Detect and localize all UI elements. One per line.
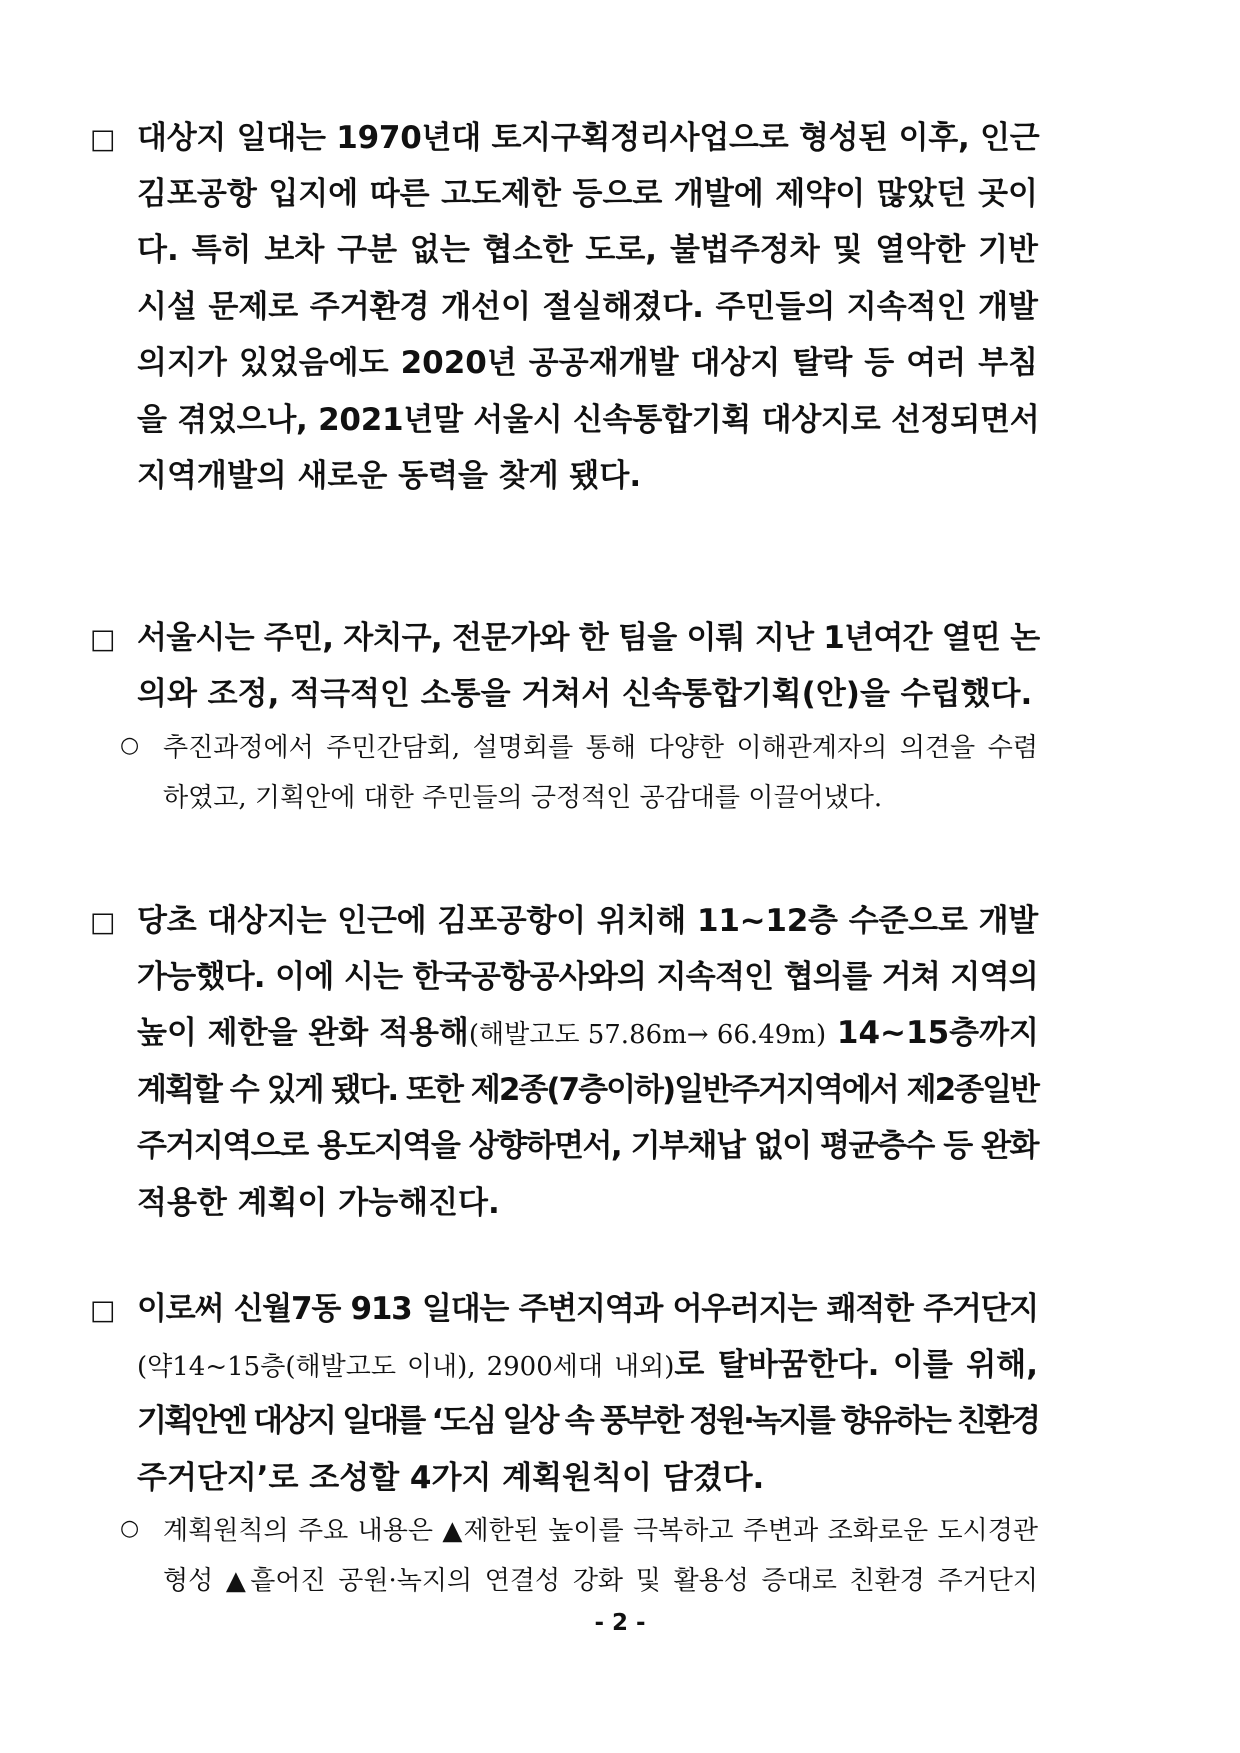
paragraph-3-line-4: 계획할 수 있게 됐다. 또한 제2종(7층이하)일반주거지역에서 제2종일반 [137,1072,1038,1108]
paragraph-3-line-3-text: 높이 제한을 완화 적용해 [137,1015,469,1051]
paragraph-2-line-1: 서울시는 주민, 자치구, 전문가와 한 팀을 이뤄 지난 1년여간 열띤 논 [137,620,1040,656]
paragraph-2-line-2: 의와 조정, 적극적인 소통을 거쳐서 신속통합기획(안)을 수립했다. [137,676,1033,712]
paragraph-1-line-1: 대상지 일대는 1970년대 토지구획정리사업으로 형성된 이후, 인근 [137,120,1040,156]
paragraph-4-line-3: 기획안엔 대상지 일대를 ‘도심 일상 속 풍부한 정원·녹지를 향유하는 친환경 [137,1403,1038,1439]
paragraph-3-line-2: 가능했다. 이에 시는 한국공항공사와의 지속적인 협의를 거쳐 지역의 [137,959,1038,995]
circle-bullet: ○ [120,1516,140,1541]
unit-count-note: (약14~15층(해발고도 이내), 2900세대 내외) [137,1352,675,1382]
paragraph-4-sub-line-2: 형성 ▲흩어진 공원·녹지의 연결성 강화 및 활용성 증대로 친환경 주거단지 [163,1566,1038,1596]
paragraph-1-line-6: 을 겪었으나, 2021년말 서울시 신속통합기획 대상지로 선정되면서 [137,402,1040,438]
altitude-note: (해발고도 57.86m→ 66.49m) [468,1020,827,1050]
paragraph-4-sub-line-1: 계획원칙의 주요 내용은 ▲제한된 높이를 극복하고 주변과 조화로운 도시경관 [163,1516,1038,1546]
paragraph-1-line-7: 지역개발의 새로운 동력을 찾게 됐다. [137,458,642,494]
paragraph-4-line-1: 이로써 신월7동 913 일대는 주변지역과 어우러지는 쾌적한 주거단지 [137,1291,1038,1327]
paragraph-3-line-5: 주거지역으로 용도지역을 상향하면서, 기부채납 없이 평균층수 등 완화 [137,1128,1038,1164]
paragraph-4-line-2 [137,1339,1038,1384]
square-bullet: □ [90,907,116,938]
floor-range-text: 14~15층까지 [836,1015,1039,1051]
paragraph-1-line-5: 의지가 있었음에도 2020년 공공재개발 대상지 탈락 등 여러 부침 [137,345,1038,381]
paragraph-3-line-1: 당초 대상지는 인근에 김포공항이 위치해 11~12층 수준으로 개발 [137,903,1038,939]
paragraph-2-sub-line-2: 하였고, 기획안에 대한 주민들의 긍정적인 공감대를 이끌어냈다. [163,783,883,813]
square-bullet: □ [90,624,116,655]
circle-bullet: ○ [120,733,140,758]
square-bullet: □ [90,1295,116,1326]
paragraph-4-line-2-text: 로 탈바꿈한다. 이를 위해, [674,1347,1038,1383]
square-bullet: □ [90,124,116,155]
paragraph-1-line-2: 김포공항 입지에 따른 고도제한 등으로 개발에 제약이 많았던 곳이 [137,176,1038,212]
paragraph-1-line-4: 시설 문제로 주거환경 개선이 절실해졌다. 주민들의 지속적인 개발 [137,289,1038,325]
paragraph-3-line-6: 적용한 계획이 가능해진다. [137,1185,500,1221]
paragraph-2-sub-line-1: 추진과정에서 주민간담회, 설명회를 통해 다양한 이해관계자의 의견을 수렴 [163,733,1038,763]
paragraph-1-line-3: 다. 특히 보차 구분 없는 협소한 도로, 불법주정차 및 열악한 기반 [137,232,1038,268]
page-number: - 2 - [594,1610,646,1636]
paragraph-3-line-3 [137,1007,1038,1052]
paragraph-4-line-4: 주거단지’로 조성할 4가지 계획원칙이 담겼다. [137,1460,765,1496]
